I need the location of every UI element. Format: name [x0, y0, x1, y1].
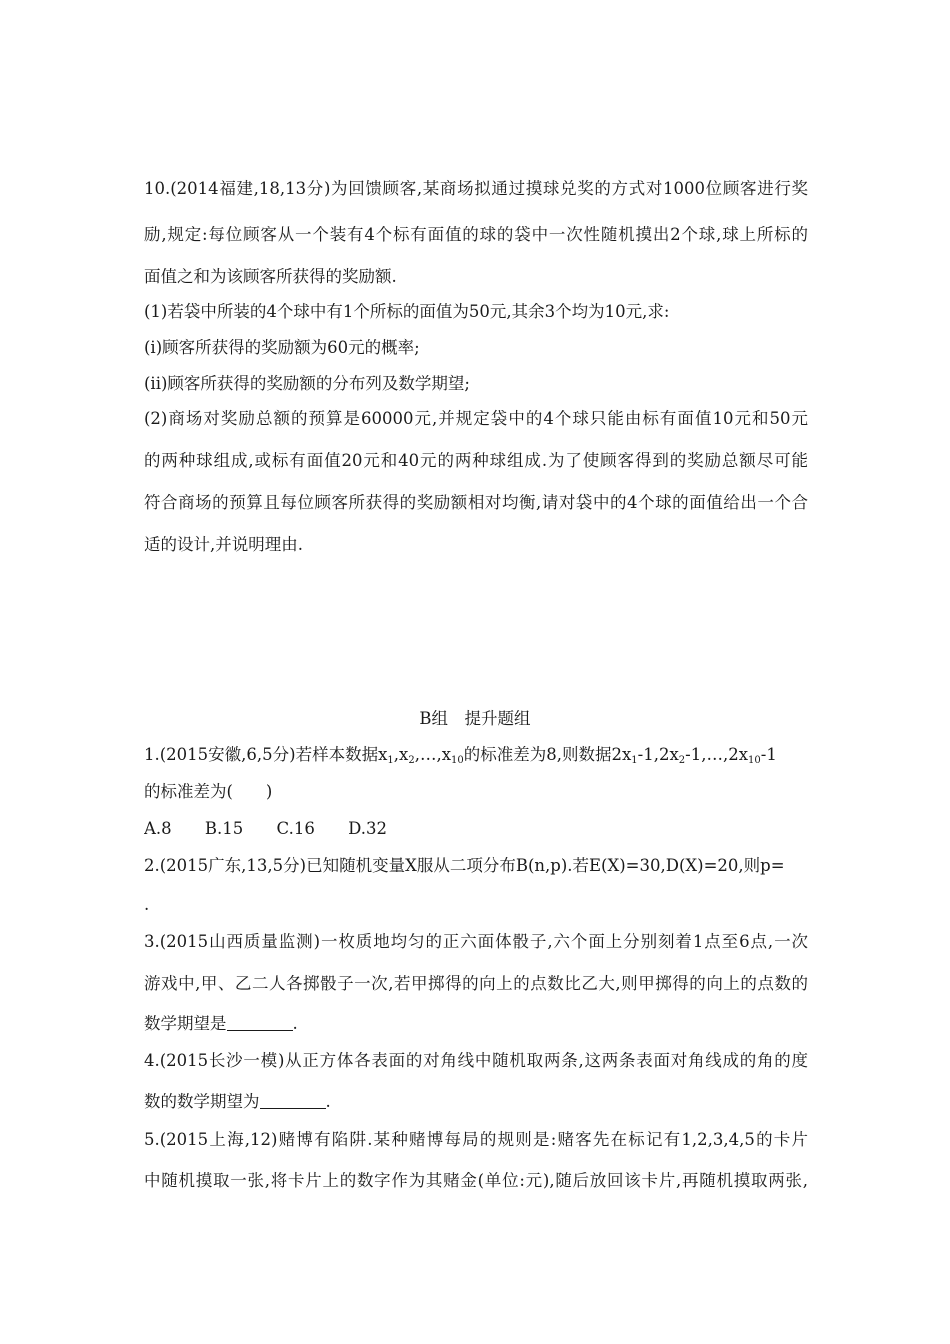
q3-line-1: 3.(2015山西质量监测)一枚质地均匀的正六面体骰子,六个面上分别刻着1点至6点,一次 [144, 932, 808, 951]
q10-line-5: (i)顾客所获得的奖励额为60元的概率; [144, 338, 420, 357]
q10-line-8: 的两种球组成,或标有面值20元和40元的两种球组成.为了使顾客得到的奖励总额尽可能 [144, 451, 808, 470]
q5-line-1: 5.(2015上海,12)赌博有陷阱.某种赌博每局的规则是:赌客先在标记有1,2,3,4,5的卡片 [144, 1130, 808, 1149]
q10-line-9: 符合商场的预算且每位顾客所获得的奖励额相对均衡,请对袋中的4个球的面值给出一个合 [144, 493, 808, 512]
q1-line-2: 的标准差为( ) [144, 782, 273, 801]
q10-line-10: 适的设计,并说明理由. [144, 535, 303, 554]
q1-option-c: C.16 [276, 819, 315, 838]
q10-line-3: 面值之和为该顾客所获得的奖励额. [144, 267, 397, 286]
q10-line-1: 10.(2014福建,18,13分)为回馈顾客,某商场拟通过摸球兑奖的方式对1000位顾客进行奖 [144, 179, 808, 198]
q2-line-2: . [144, 895, 150, 914]
q10-line-2: 励,规定:每位顾客从一个装有4个标有面值的球的袋中一次性随机摸出2个球,球上所标的 [144, 225, 808, 244]
q1-option-d: D.32 [348, 819, 387, 838]
q5-line-2: 中随机摸取一张,将卡片上的数字作为其赌金(单位:元),随后放回该卡片,再随机摸取两张, [144, 1171, 808, 1190]
q10-line-7: (2)商场对奖励总额的预算是60000元,并规定袋中的4个球只能由标有面值10元和50元 [144, 409, 808, 428]
q4-line-1: 4.(2015长沙一模)从正方体各表面的对角线中随机取两条,这两条表面对角线成的角的度 [144, 1051, 808, 1070]
q3-line-3: 数学期望是 . [144, 1014, 298, 1033]
q1-line-1: 1.(2015安徽,6,5分)若样本数据$x_1,x_2,\dots,x_{10}$的标准差为8,则数据$2x_1-1,2x_2-1,\dots,2x_{10}-1$ [144, 745, 777, 766]
q10-line-4: (1)若袋中所装的4个球中有1个所标的面值为50元,其余3个均为10元,求: [144, 302, 670, 321]
q4-line-2: 数的数学期望为 . [144, 1092, 331, 1111]
section-b-title: B组 提升题组 [419, 709, 531, 728]
q3-answer-blank [227, 1014, 293, 1031]
q2-line-1: 2.(2015广东,13,5分)已知随机变量X服从二项分布B(n,p).若E(X)=30,D(X)=20,则p= [144, 856, 785, 875]
q1-option-a: A.8 [144, 819, 172, 838]
q1-options [144, 817, 808, 841]
q10-line-6: (ii)顾客所获得的奖励额的分布列及数学期望; [144, 374, 470, 393]
q3-line-2: 游戏中,甲、乙二人各掷骰子一次,若甲掷得的向上的点数比乙大,则甲掷得的向上的点数的 [144, 974, 808, 993]
q1-option-b: B.15 [204, 819, 244, 838]
q4-answer-blank [260, 1092, 326, 1109]
